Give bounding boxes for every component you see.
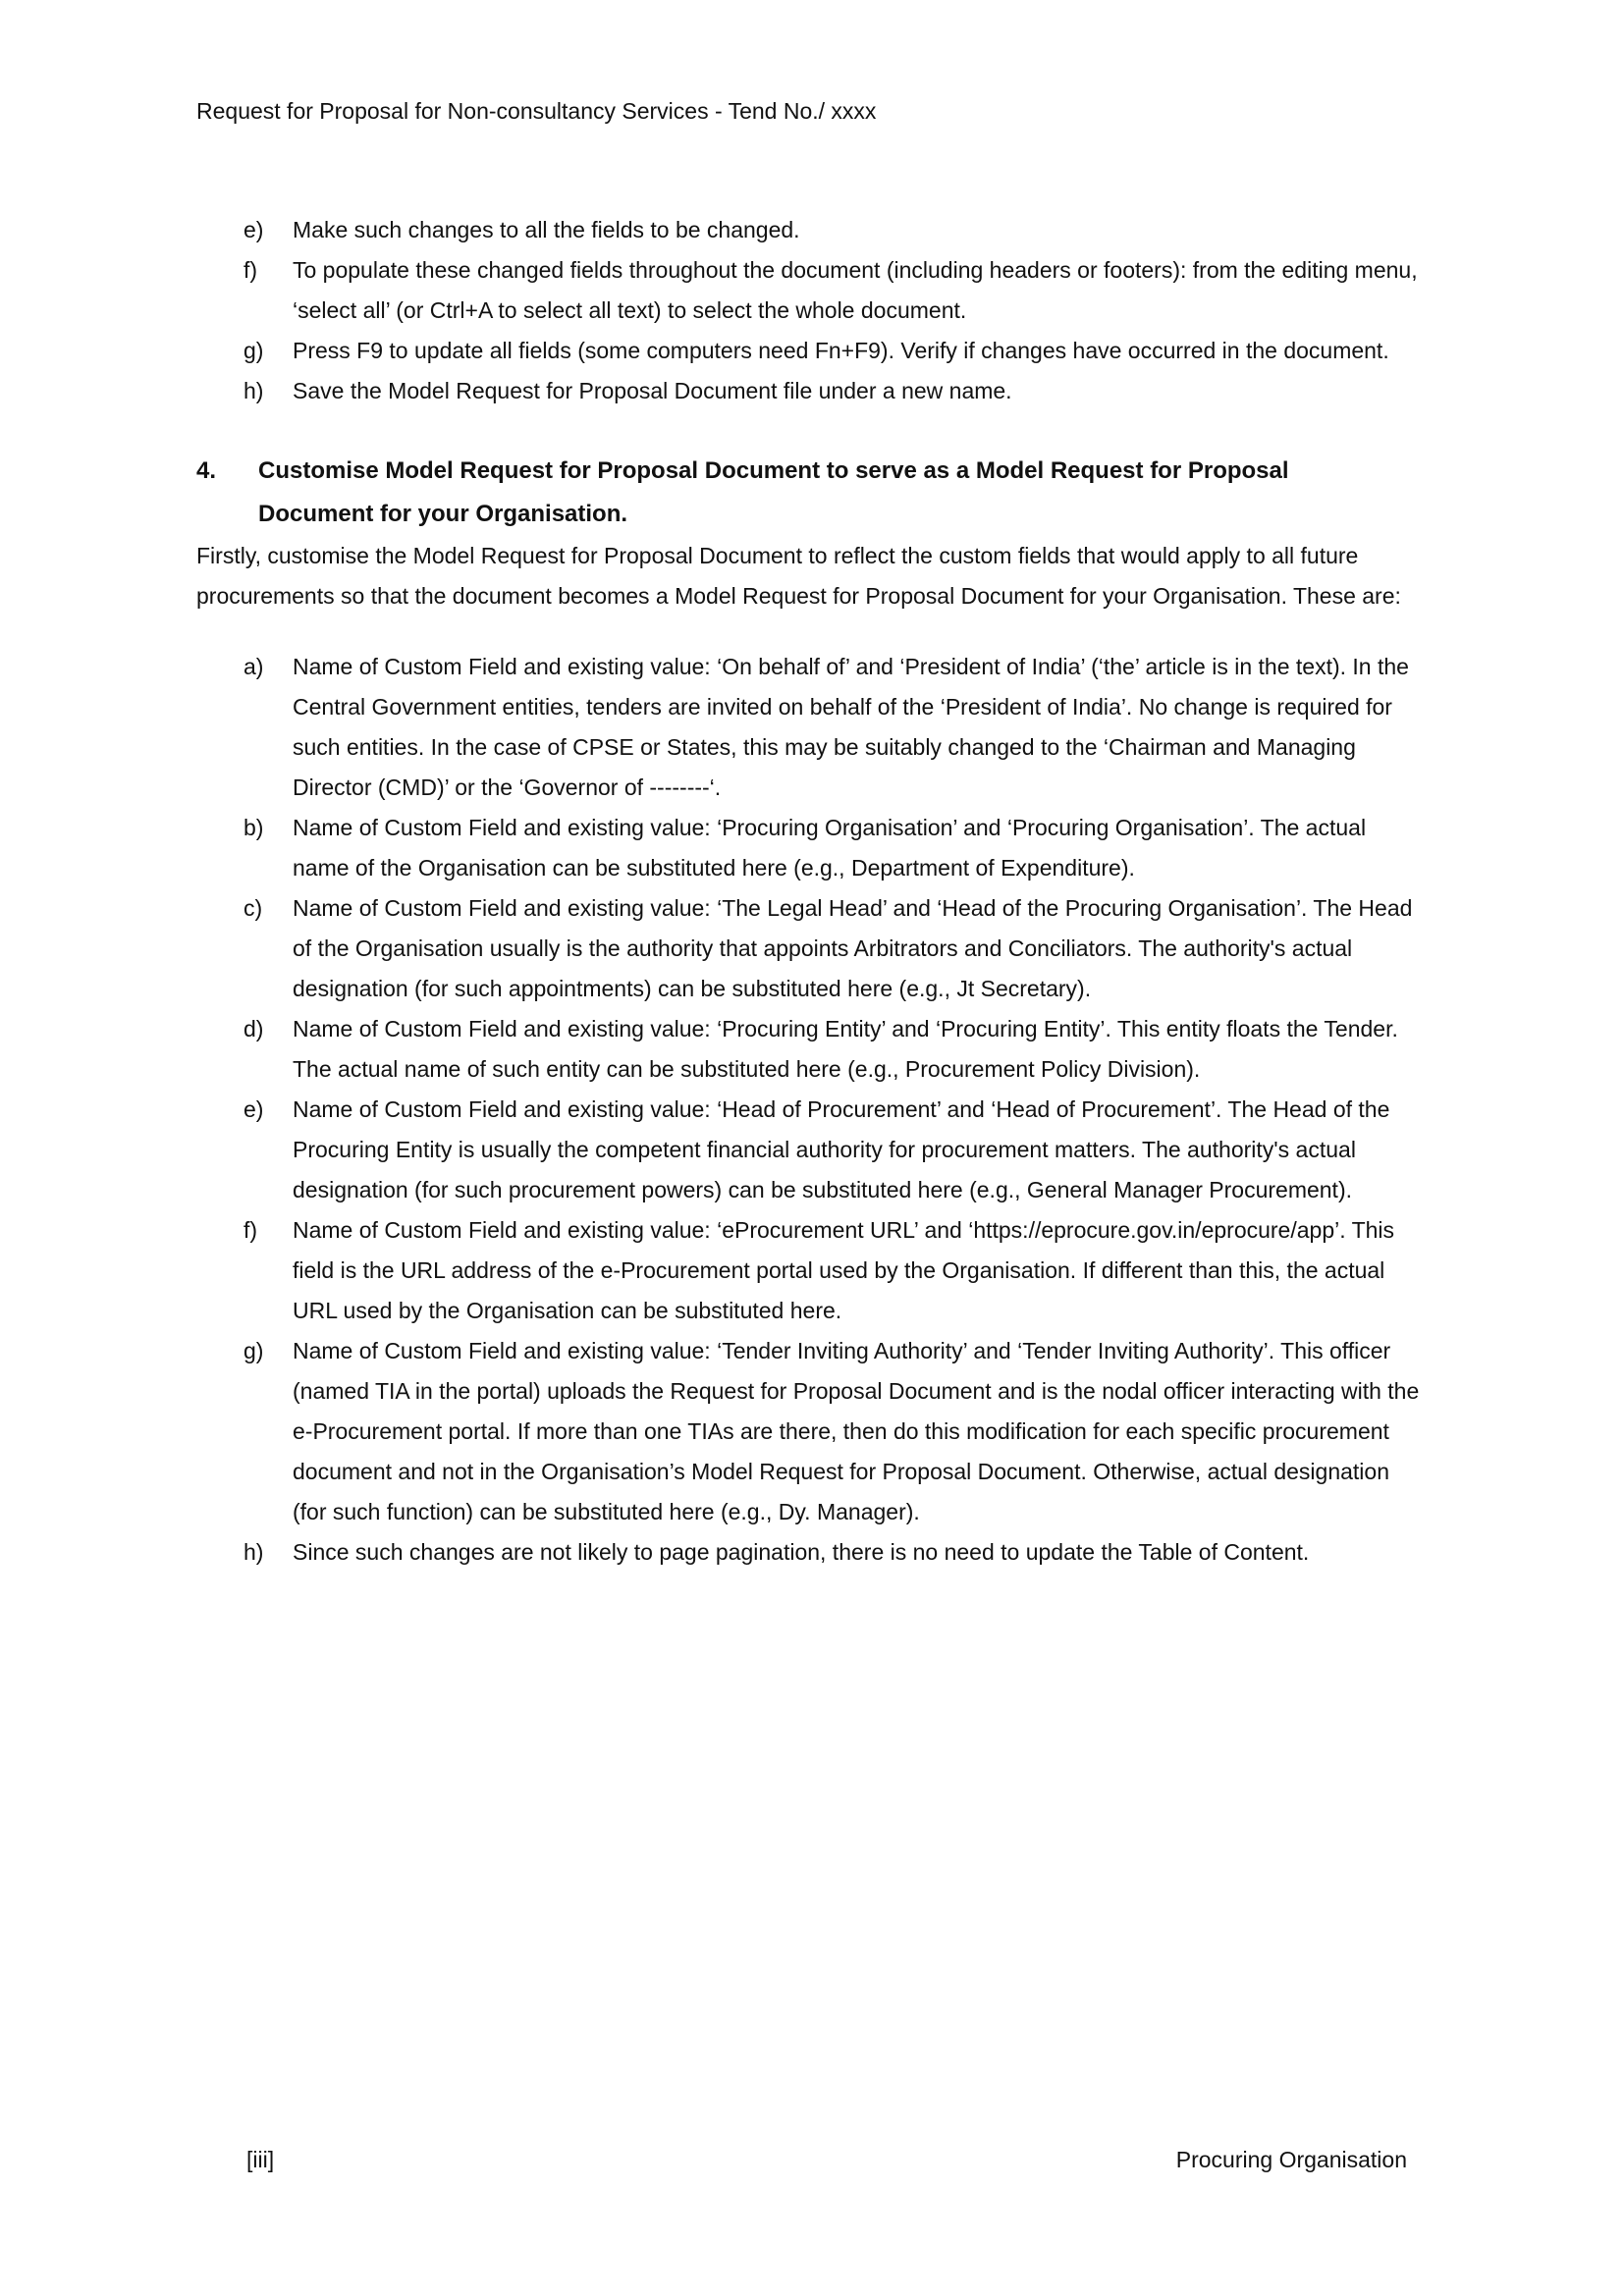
list-item-label: e) bbox=[244, 1096, 264, 1122]
list-item-label: g) bbox=[244, 1338, 264, 1363]
list-item-text: Since such changes are not likely to page pagination, there is no need to update the Table of Content. bbox=[293, 1539, 1310, 1565]
list-item-label: h) bbox=[244, 378, 264, 403]
list-item bbox=[244, 888, 1428, 1009]
section-intro: Firstly, customise the Model Request for Proposal Document to reflect the custom fields that would apply to all future procurements so that the document becomes a Model Request for Proposal Document for your Organisation. These are: bbox=[196, 543, 1401, 609]
list-item-text: Press F9 to update all fields (some computers need Fn+F9). Verify if changes have occurred in the document. bbox=[293, 338, 1389, 363]
section-title: Customise Model Request for Proposal Document to serve as a Model Request for Proposal Document for your Organisation. bbox=[258, 457, 1289, 527]
list-item bbox=[244, 1331, 1428, 1532]
list-item bbox=[244, 371, 1428, 411]
list-item bbox=[244, 331, 1428, 371]
list-item-label: f) bbox=[244, 257, 258, 283]
list-item bbox=[244, 1009, 1428, 1090]
list-item bbox=[244, 647, 1428, 808]
instruction-list bbox=[196, 210, 1428, 411]
list-item bbox=[244, 1210, 1428, 1331]
list-item-text: Name of Custom Field and existing value: ‘Head of Procurement’ and ‘Head of Procurement’. The Head of the Procuring Entity is usually the competent financial authority for procurement matters. The authority's actual designation (for such procurement powers) can be substituted here (e.g., General Manager Procurement). bbox=[293, 1096, 1390, 1202]
list-item-label: a) bbox=[244, 654, 264, 679]
list-item-text: Name of Custom Field and existing value: ‘The Legal Head’ and ‘Head of the Procuring Organisation’. The Head of the Organisation usually is the authority that appoints Arbitrators and Conciliators. The authority's actual designation (for such appointments) can be substituted here (e.g., Jt Secretary). bbox=[293, 895, 1413, 1001]
list-item-label: d) bbox=[244, 1016, 264, 1041]
list-item-text: To populate these changed fields throughout the document (including headers or footers): from the editing menu, ‘select all’ (or Ctrl+A to select all text) to select the whole document. bbox=[293, 257, 1418, 323]
list-item-label: e) bbox=[244, 217, 264, 242]
list-item-text: Name of Custom Field and existing value: ‘Tender Inviting Authority’ and ‘Tender Inviting Authority’. This officer (named TIA in the portal) uploads the Request for Proposal Document and is the nodal officer interacting with the e-Procurement portal. If more than one TIAs are there, then do this modification for each specific procurement document and not in the Organisation’s Model Request for Proposal Document. Otherwise, actual designation (for such function) can be substituted here (e.g., Dy. Manager). bbox=[293, 1338, 1420, 1524]
list-item-text: Name of Custom Field and existing value: ‘eProcurement URL’ and ‘https://eprocure.gov.in/eprocure/app’. This field is the URL address of the e-Procurement portal used by the Organisation. If different than this, the actual URL used by the Organisation can be substituted here. bbox=[293, 1217, 1395, 1323]
section-number: 4. bbox=[196, 457, 217, 484]
list-item-label: h) bbox=[244, 1539, 264, 1565]
running-header: Request for Proposal for Non-consultancy Services - Tend No./ xxxx bbox=[196, 98, 877, 124]
list-item-text: Name of Custom Field and existing value: ‘Procuring Organisation’ and ‘Procuring Organisation’. The actual name of the Organisation can be substituted here (e.g., Department of Expenditure). bbox=[293, 815, 1367, 881]
list-item-label: b) bbox=[244, 815, 264, 840]
list-item-text: Make such changes to all the fields to be changed. bbox=[293, 217, 800, 242]
list-item-label: g) bbox=[244, 338, 264, 363]
list-item-label: c) bbox=[244, 895, 263, 921]
list-item bbox=[244, 808, 1428, 888]
list-item-label: f) bbox=[244, 1217, 258, 1243]
list-item-text: Save the Model Request for Proposal Document file under a new name. bbox=[293, 378, 1012, 403]
page-number: [iii] bbox=[246, 2147, 275, 2172]
list-item bbox=[244, 1090, 1428, 1210]
custom-fields-list bbox=[196, 647, 1428, 1573]
footer-organisation-label: Procuring Organisation bbox=[1175, 2147, 1407, 2172]
list-item bbox=[244, 250, 1428, 331]
list-item bbox=[244, 1532, 1428, 1573]
list-item-text: Name of Custom Field and existing value: ‘On behalf of’ and ‘President of India’ (‘the’ article is in the text). In the Central Government entities, tenders are invited on behalf of the ‘President of India’. No change is required for such entities. In the case of CPSE or States, this may be suitably changed to the ‘Chairman and Managing Director (CMD)’ or the ‘Governor of --------‘. bbox=[293, 654, 1409, 800]
page-footer bbox=[246, 2140, 1407, 2180]
list-item bbox=[244, 210, 1428, 250]
section-heading bbox=[196, 450, 1428, 536]
list-item-text: Name of Custom Field and existing value: ‘Procuring Entity’ and ‘Procuring Entity’. This entity floats the Tender. The actual name of such entity can be substituted here (e.g., Procurement Policy Division). bbox=[293, 1016, 1398, 1082]
